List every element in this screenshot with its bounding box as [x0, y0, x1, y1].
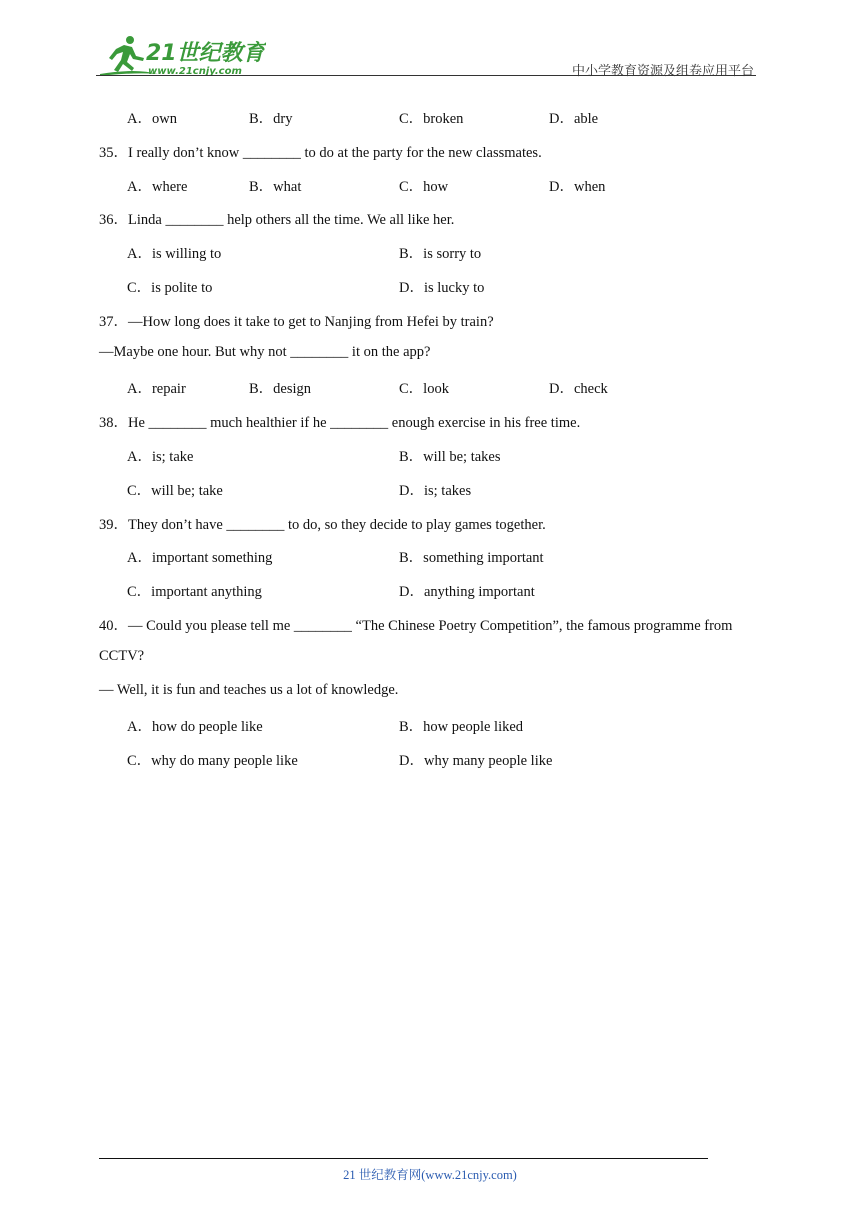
- q37-stem-reply: —Maybe one hour. But why not ________ it on the app?: [99, 344, 431, 360]
- q40-option-d: D．why many people like: [399, 753, 553, 769]
- q39-option-c: C．important anything: [127, 584, 262, 600]
- q39-option-b: B．something important: [399, 550, 544, 566]
- q34-option-d: D．able: [549, 111, 599, 127]
- q38-option-d: D．is; takes: [399, 483, 472, 499]
- footer-divider: [99, 1158, 708, 1159]
- q40-stem-reply: — Well, it is fun and teaches us a lot of knowledge.: [99, 682, 399, 698]
- logo-text: [146, 34, 266, 78]
- q36-option-a: A．is willing to: [127, 246, 222, 262]
- q39-option-a: A．important something: [127, 550, 273, 566]
- q36-option-d: D．is lucky to: [399, 280, 485, 296]
- q37-option-c: C．look: [399, 381, 449, 397]
- q37-stem: 37．—How long does it take to get to Nanjing from Hefei by train?: [99, 314, 494, 330]
- q37-option-a: A．repair: [127, 381, 186, 397]
- footer-text: 21 世纪教育网(www.21cnjy.com): [343, 1168, 517, 1182]
- q40-stem-continued: CCTV?: [99, 648, 145, 664]
- q34-option-b: B．dry: [249, 111, 293, 127]
- q35-option-b: B．what: [249, 179, 302, 195]
- q38-option-c: C．will be; take: [127, 483, 223, 499]
- q37-option-d: D．check: [549, 381, 608, 397]
- q36-stem: 36．Linda ________ help others all the time. We all like her.: [99, 212, 455, 228]
- q36-option-c: C．is polite to: [127, 280, 213, 296]
- q35-stem: 35．I really don’t know ________ to do at the party for the new classmates.: [99, 145, 542, 161]
- header-divider: [96, 75, 756, 76]
- q35-option-c: C．how: [399, 179, 449, 195]
- q36-option-b: B．is sorry to: [399, 246, 482, 262]
- q39-stem: 39．They don’t have ________ to do, so they decide to play games together.: [99, 517, 546, 533]
- q40-stem: 40．— Could you please tell me ________ “The Chinese Poetry Competition”, the famous programme from: [99, 618, 733, 634]
- q34-option-a: A．own: [127, 111, 177, 127]
- page-header: [96, 30, 756, 80]
- q39-option-d: D．anything important: [399, 584, 535, 600]
- q35-option-d: D．when: [549, 179, 606, 195]
- q34-option-c: C．broken: [399, 111, 464, 127]
- site-name: 中小学教育资源及组卷应用平台: [571, 64, 754, 79]
- q38-option-b: B．will be; takes: [399, 449, 501, 465]
- q38-stem: 38．He ________ much healthier if he ________ enough exercise in his free time.: [99, 415, 581, 431]
- q38-option-a: A．is; take: [127, 449, 194, 465]
- q37-option-b: B．design: [249, 381, 312, 397]
- q35-option-a: A．where: [127, 179, 188, 195]
- q40-option-c: C．why do many people like: [127, 753, 298, 769]
- q40-option-a: A．how do people like: [127, 719, 263, 735]
- q40-option-b: B．how people liked: [399, 719, 524, 735]
- logo-url: www.21cnjy.com: [148, 66, 242, 77]
- logo-title: 21世纪教育: [146, 41, 265, 66]
